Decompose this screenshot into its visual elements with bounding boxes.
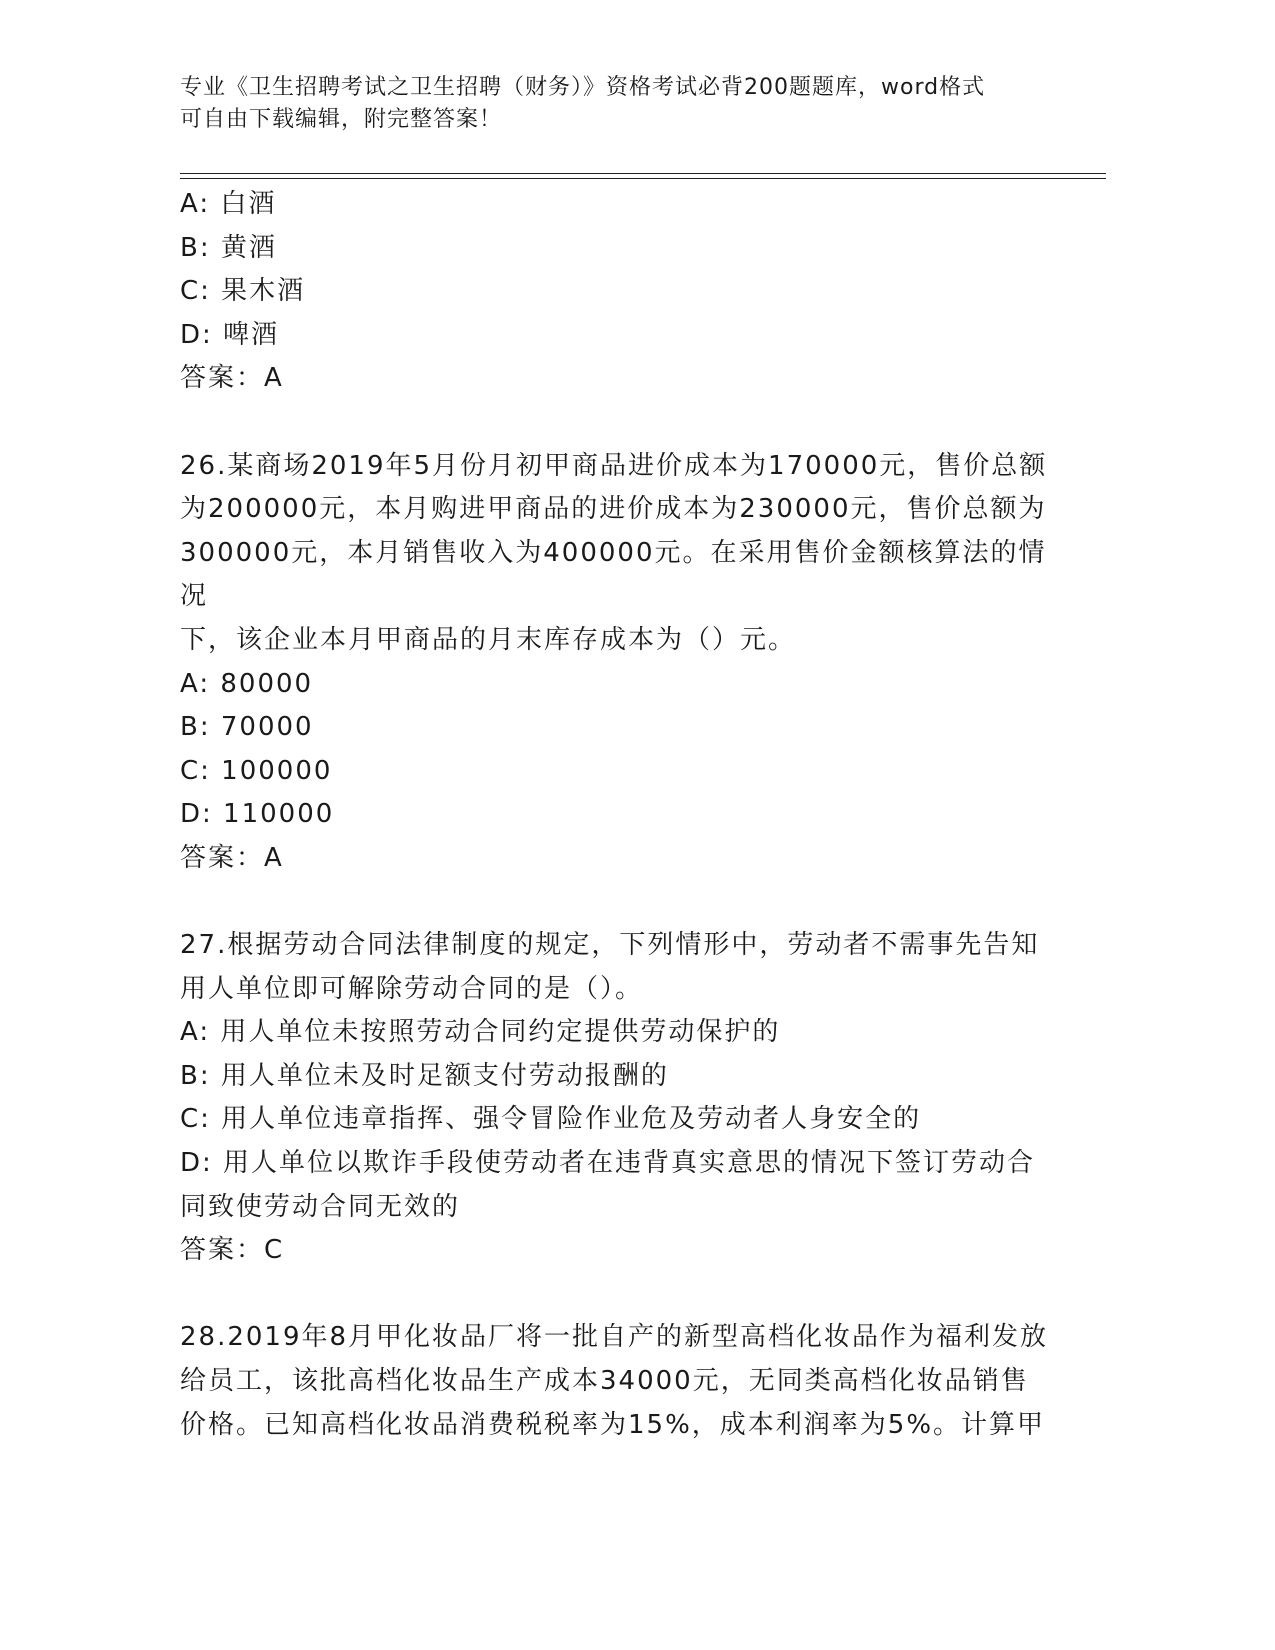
option-line: C: 用人单位违章指挥、强令冒险作业危及劳动者人身安全的 bbox=[180, 1104, 922, 1135]
question-25-block bbox=[180, 183, 1060, 401]
option-line: D: 110000 bbox=[180, 799, 335, 830]
question-text-line: 用人单位即可解除劳动合同的是（）。 bbox=[180, 973, 644, 1004]
option-line: B: 黄酒 bbox=[180, 232, 277, 263]
option-line: 同致使劳动合同无效的 bbox=[180, 1191, 461, 1222]
question-content bbox=[180, 183, 1060, 1447]
spacer bbox=[180, 401, 1060, 445]
option-line: D: 用人单位以欺诈手段使劳动者在违背真实意思的情况下签订劳动合 bbox=[180, 1148, 1036, 1179]
header-rule-top bbox=[180, 173, 1106, 174]
header-line-2: 可自由下载编辑，附完整答案！ bbox=[180, 107, 503, 132]
question-26-block bbox=[180, 445, 1060, 881]
spacer bbox=[180, 881, 1060, 925]
question-text-line: 下，该企业本月甲商品的月末库存成本为（）元。 bbox=[180, 624, 797, 655]
question-text-line: 300000元，本月销售收入为400000元。在采用售价金额核算法的情况 bbox=[180, 537, 1047, 612]
option-line: B: 70000 bbox=[180, 712, 314, 743]
question-text-line: 为200000元，本月购进甲商品的进价成本为230000元，售价总额为 bbox=[180, 494, 1047, 525]
header-line-1: 专业《卫生招聘考试之卫生招聘（财务）》资格考试必背200题题库，word格式 bbox=[180, 75, 986, 100]
option-line: B: 用人单位未及时足额支付劳动报酬的 bbox=[180, 1060, 669, 1091]
option-line: C: 果木酒 bbox=[180, 276, 306, 307]
answer-line: 答案：A bbox=[180, 842, 284, 873]
document-header bbox=[180, 72, 1040, 136]
answer-line: 答案：A bbox=[180, 363, 284, 394]
question-text-line: 28.2019年8月甲化妆品厂将一批自产的新型高档化妆品作为福利发放 bbox=[180, 1322, 1049, 1353]
spacer bbox=[180, 1273, 1060, 1317]
question-text-line: 给员工，该批高档化妆品生产成本34000元，无同类高档化妆品销售 bbox=[180, 1366, 1029, 1397]
option-line: D: 啤酒 bbox=[180, 319, 280, 350]
answer-line: 答案：C bbox=[180, 1235, 285, 1266]
question-28-block bbox=[180, 1316, 1060, 1447]
option-line: A: 用人单位未按照劳动合同约定提供劳动保护的 bbox=[180, 1017, 781, 1048]
header-rule-bottom bbox=[180, 178, 1106, 179]
option-line: A: 白酒 bbox=[180, 189, 277, 219]
question-text-line: 26.某商场2019年5月份月初甲商品进价成本为170000元，售价总额 bbox=[180, 450, 1048, 481]
question-text-line: 价格。已知高档化妆品消费税税率为15%，成本利润率为5%。计算甲 bbox=[180, 1409, 1046, 1440]
question-27-block bbox=[180, 924, 1060, 1273]
option-line: C: 100000 bbox=[180, 755, 333, 786]
question-text-line: 27.根据劳动合同法律制度的规定，下列情形中，劳动者不需事先告知 bbox=[180, 930, 1040, 961]
option-line: A: 80000 bbox=[180, 668, 314, 699]
